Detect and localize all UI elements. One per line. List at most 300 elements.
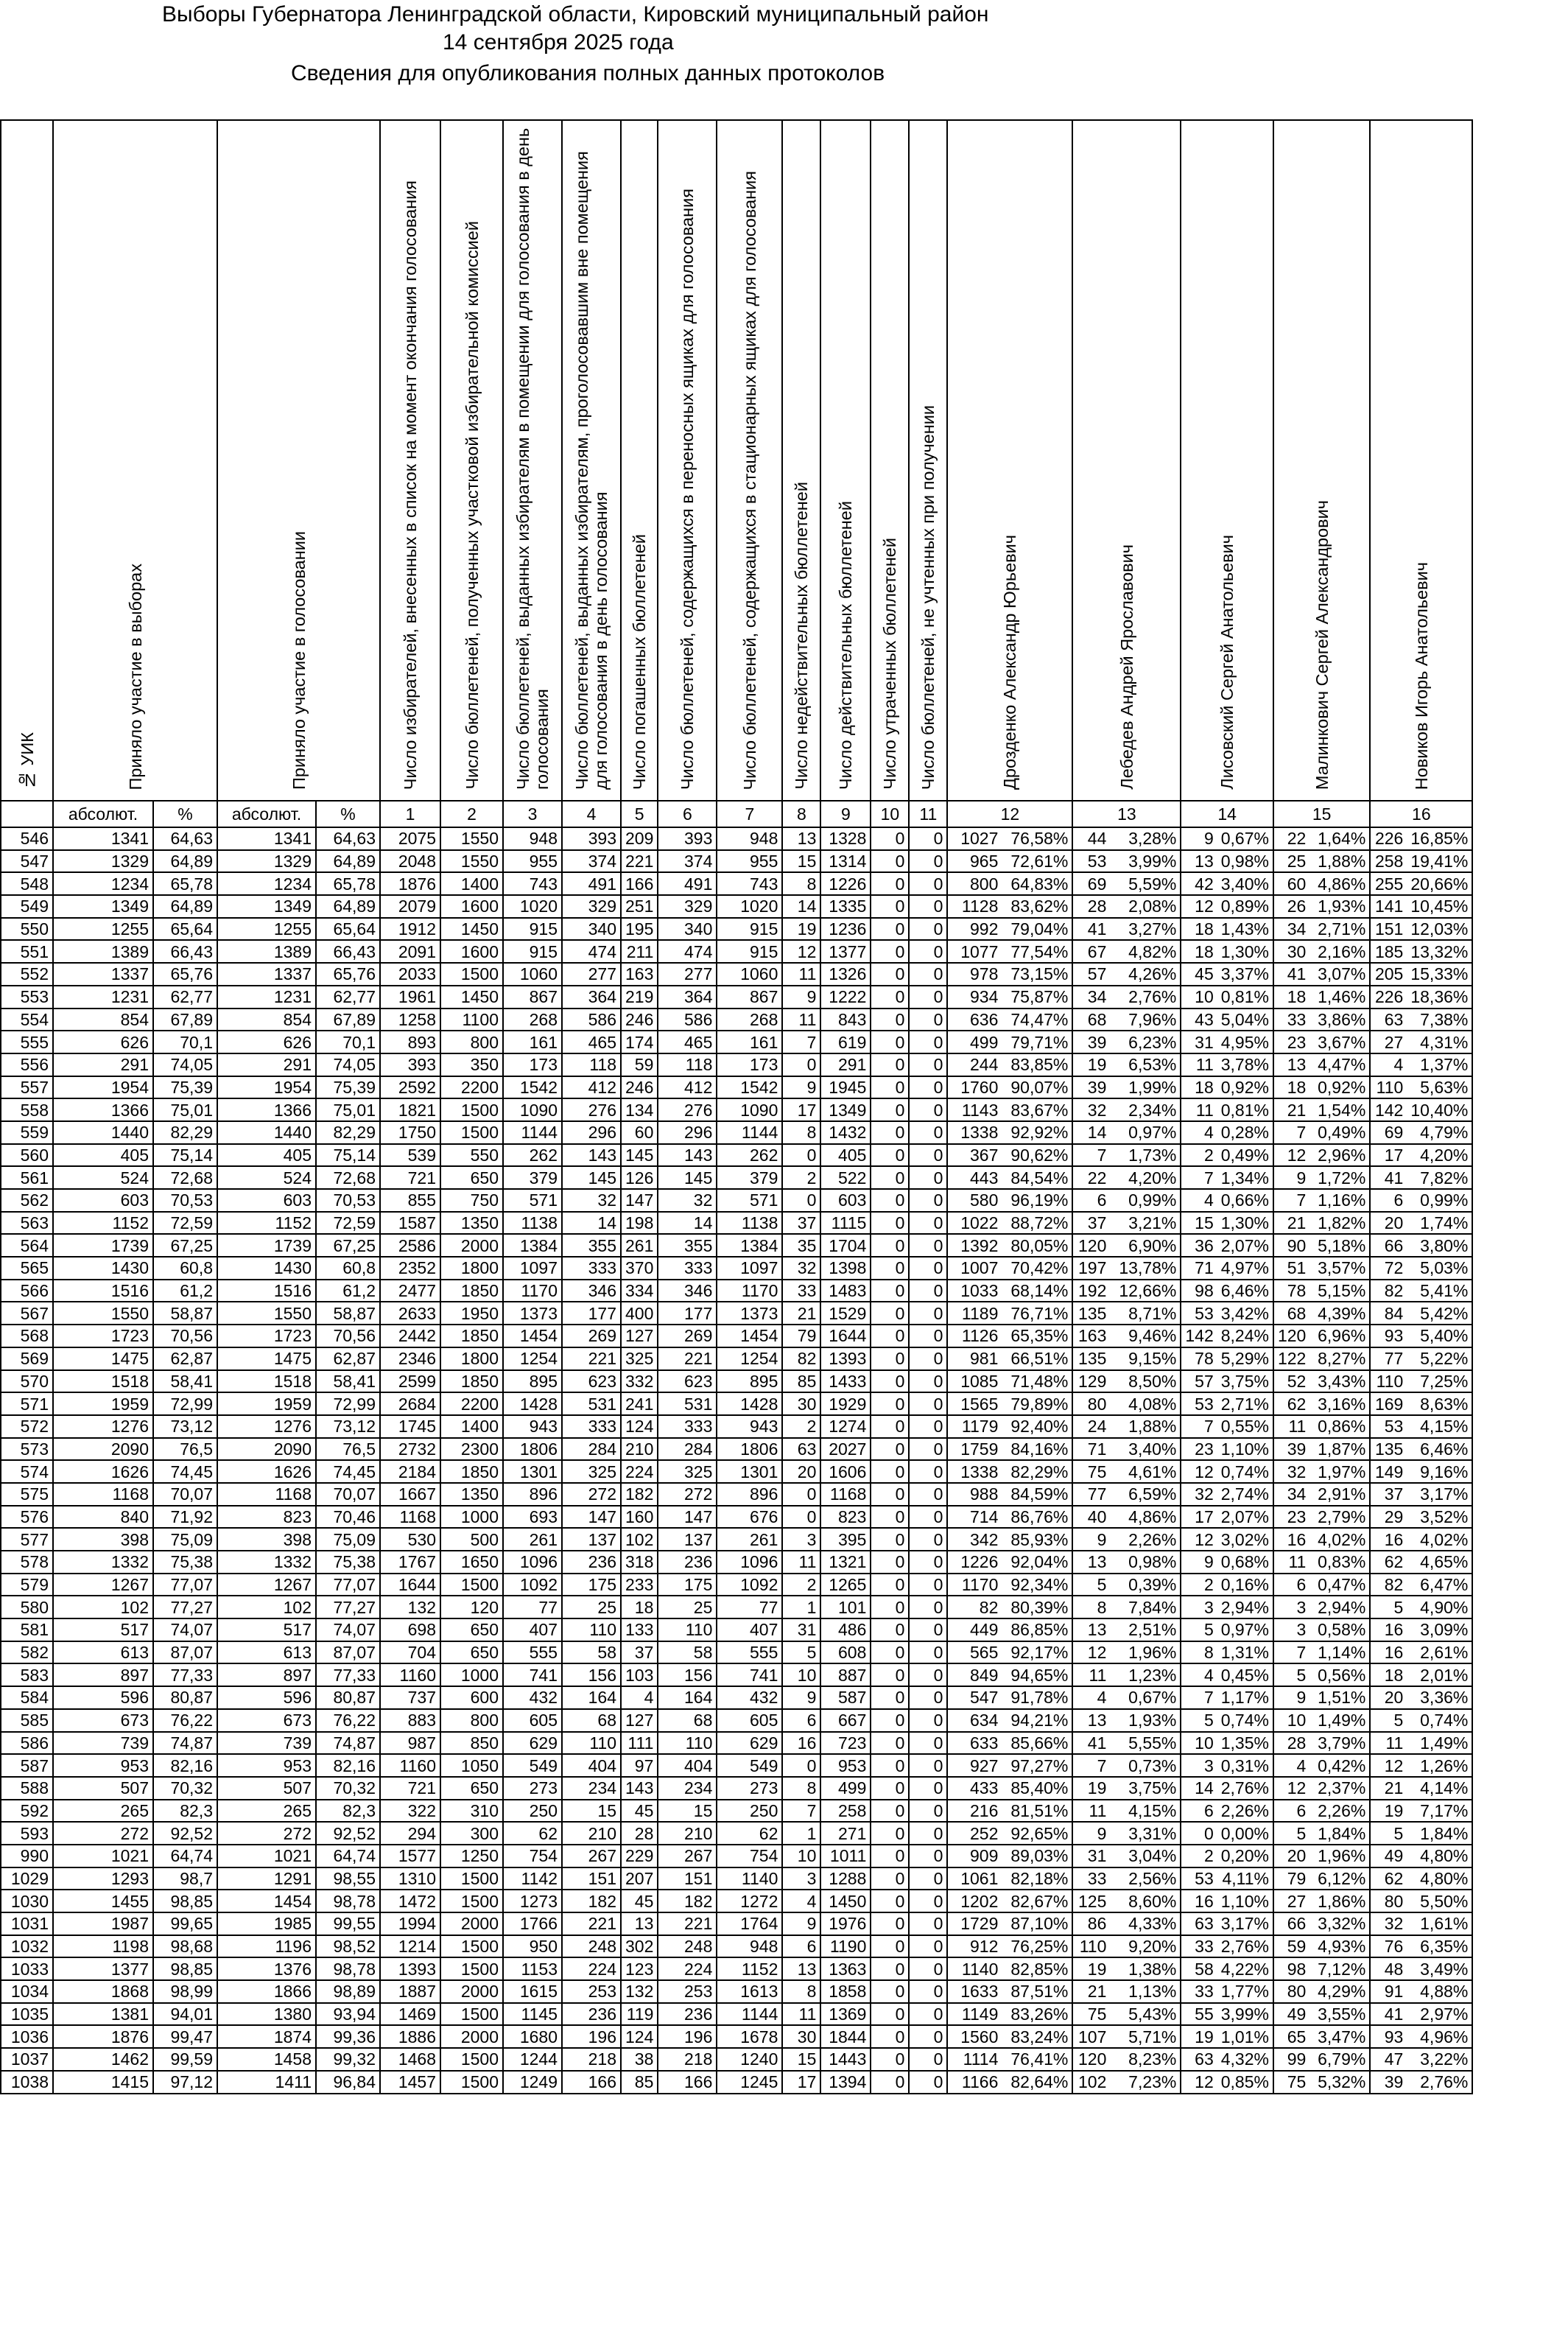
table-cell: 2,94% [1309, 1596, 1370, 1618]
table-cell: 70,53 [316, 1189, 380, 1212]
table-cell: 75,01 [153, 1098, 217, 1121]
table-cell: 120 [1072, 1234, 1110, 1257]
table-cell: 58,87 [316, 1302, 380, 1325]
table-cell: 161 [503, 1031, 562, 1053]
table-cell: 77,07 [316, 1574, 380, 1596]
table-cell: 1276 [217, 1415, 316, 1438]
table-cell: 82,29 [316, 1121, 380, 1144]
table-cell: 273 [717, 1777, 782, 1800]
table-cell: 78 [1181, 1347, 1217, 1370]
uik-number-cell: 552 [1, 963, 53, 986]
table-cell: 0 [909, 1483, 947, 1506]
table-row [1, 827, 1472, 850]
table-cell: 164 [658, 1686, 717, 1709]
table-cell: 600 [440, 1686, 503, 1709]
table-cell: 6 [1072, 1189, 1110, 1212]
table-cell: 58,41 [153, 1370, 217, 1393]
table-cell: 60 [1273, 872, 1309, 895]
table-cell: 250 [717, 1800, 782, 1823]
table-cell: 1090 [503, 1098, 562, 1121]
table-cell: 1644 [380, 1574, 440, 1596]
table-cell: 1400 [440, 1415, 503, 1438]
table-cell: 9 [1181, 827, 1217, 850]
table-cell: 5,63% [1407, 1076, 1472, 1099]
table-cell: 2000 [440, 2025, 503, 2048]
table-cell: 626 [217, 1031, 316, 1053]
table-cell: 5,42% [1407, 1302, 1472, 1325]
table-cell: 8,27% [1309, 1347, 1370, 1370]
table-cell: 1745 [380, 1415, 440, 1438]
uik-number-cell: 553 [1, 986, 53, 1009]
table-cell: 75 [1273, 2071, 1309, 2094]
table-cell: 3,21% [1110, 1212, 1181, 1235]
table-row [1, 2048, 1472, 2071]
table-cell: 0 [909, 1528, 947, 1551]
table-cell: 164 [562, 1686, 621, 1709]
table-cell: 72,59 [316, 1212, 380, 1235]
table-cell: 0 [909, 1957, 947, 1980]
table-cell: 120 [440, 1596, 503, 1618]
table-cell: 325 [621, 1347, 658, 1370]
table-cell: 4,32% [1217, 2048, 1273, 2071]
sub-num: 12 [947, 801, 1072, 827]
table-cell: 261 [503, 1528, 562, 1551]
table-cell: 96,84 [316, 2071, 380, 2094]
table-cell: 9 [1181, 1551, 1217, 1574]
table-cell: 268 [717, 1009, 782, 1031]
table-cell: 75,39 [153, 1076, 217, 1099]
table-cell: 272 [53, 1822, 153, 1845]
table-cell: 2,61% [1407, 1641, 1472, 1664]
table-cell: 0,74% [1217, 1460, 1273, 1483]
table-cell: 6 [1273, 1800, 1309, 1823]
table-row [1, 1912, 1472, 1935]
table-cell: 0 [871, 1777, 909, 1800]
table-cell: 1850 [440, 1370, 503, 1393]
table-row [1, 2025, 1472, 2048]
table-cell: 15,33% [1407, 963, 1472, 986]
table-cell: 74,05 [153, 1053, 217, 1076]
table-cell: 1500 [440, 1957, 503, 1980]
table-cell: 82,64% [1002, 2071, 1072, 2094]
table-cell: 13 [782, 1957, 820, 1980]
table-cell: 896 [503, 1483, 562, 1506]
table-cell: 6,59% [1110, 1483, 1181, 1506]
table-cell: 329 [658, 895, 717, 918]
table-cell: 850 [440, 1732, 503, 1755]
table-cell: 2090 [53, 1438, 153, 1461]
table-cell: 8,50% [1110, 1370, 1181, 1393]
table-cell: 737 [380, 1686, 440, 1709]
table-cell: 1500 [440, 2048, 503, 2071]
table-cell: 3,42% [1217, 1302, 1273, 1325]
sub-num: 13 [1072, 801, 1181, 827]
table-cell: 291 [820, 1053, 871, 1076]
table-cell: 507 [217, 1777, 316, 1800]
table-cell: 241 [621, 1392, 658, 1415]
table-cell: 98,55 [316, 1867, 380, 1890]
table-cell: 258 [1370, 850, 1407, 873]
table-cell: 93 [1370, 1325, 1407, 1347]
table-cell: 277 [562, 963, 621, 986]
table-cell: 4,86% [1309, 872, 1370, 895]
table-cell: 1202 [947, 1890, 1002, 1912]
table-cell: 64,89 [153, 850, 217, 873]
table-cell: 1,38% [1110, 1957, 1181, 1980]
table-cell: 205 [1370, 963, 1407, 986]
table-cell: 0 [871, 1754, 909, 1777]
table-cell: 854 [217, 1009, 316, 1031]
table-cell: 3,37% [1217, 963, 1273, 986]
table-cell: 9 [1273, 1166, 1309, 1189]
table-cell: 1542 [717, 1076, 782, 1099]
table-cell: 0 [871, 2025, 909, 2048]
table-cell: 1384 [503, 1234, 562, 1257]
table-cell: 75,09 [316, 1528, 380, 1551]
table-cell: 915 [717, 918, 782, 941]
table-cell: 1633 [947, 1980, 1002, 2003]
table-cell: 0 [909, 850, 947, 873]
table-cell: 9 [782, 1686, 820, 1709]
table-cell: 2732 [380, 1438, 440, 1461]
table-cell: 86,76% [1002, 1506, 1072, 1529]
table-row [1, 1957, 1472, 1980]
table-cell: 1291 [217, 1867, 316, 1890]
table-cell: 1142 [503, 1867, 562, 1890]
table-cell: 0 [909, 1709, 947, 1732]
table-cell: 166 [621, 872, 658, 895]
table-cell: 221 [658, 1912, 717, 1935]
table-cell: 44 [1072, 827, 1110, 850]
table-cell: 221 [562, 1912, 621, 1935]
table-cell: 15 [1181, 1212, 1217, 1235]
table-cell: 1518 [217, 1370, 316, 1393]
table-cell: 4,93% [1309, 1935, 1370, 1958]
table-cell: 252 [947, 1822, 1002, 1845]
table-cell: 1850 [440, 1325, 503, 1347]
table-row [1, 1031, 1472, 1053]
table-cell: 1293 [53, 1867, 153, 1890]
table-cell: 3,99% [1110, 850, 1181, 873]
uik-number-cell: 572 [1, 1415, 53, 1438]
uik-number-cell: 1036 [1, 2025, 53, 2048]
table-cell: 198 [621, 1212, 658, 1235]
table-cell: 1,14% [1309, 1641, 1370, 1664]
sub-num: 16 [1370, 801, 1472, 827]
table-cell: 988 [947, 1483, 1002, 1506]
table-cell: 1398 [820, 1257, 871, 1280]
table-cell: 2 [782, 1166, 820, 1189]
table-cell: 1767 [380, 1551, 440, 1574]
uik-number-cell: 562 [1, 1189, 53, 1212]
table-cell: 145 [658, 1166, 717, 1189]
table-cell: 1954 [53, 1076, 153, 1099]
table-cell: 102 [53, 1596, 153, 1618]
table-cell: 1338 [947, 1121, 1002, 1144]
table-cell: 82,29% [1002, 1460, 1072, 1483]
table-row [1, 1845, 1472, 1867]
table-cell: 7 [782, 1031, 820, 1053]
table-cell: 76,5 [316, 1438, 380, 1461]
table-cell: 221 [621, 850, 658, 873]
table-cell: 236 [658, 1551, 717, 1574]
table-cell: 244 [947, 1053, 1002, 1076]
table-cell: 0 [909, 1121, 947, 1144]
table-cell: 0 [871, 1347, 909, 1370]
table-cell: 5 [1072, 1574, 1110, 1596]
table-cell: 1739 [53, 1234, 153, 1257]
table-cell: 1475 [217, 1347, 316, 1370]
table-cell: 11 [1181, 1098, 1217, 1121]
table-cell: 3,78% [1217, 1053, 1273, 1076]
table-cell: 364 [658, 986, 717, 1009]
table-cell: 13,78% [1110, 1257, 1181, 1280]
table-cell: 53 [1370, 1415, 1407, 1438]
table-cell: 1096 [503, 1551, 562, 1574]
table-cell: 77,07 [153, 1574, 217, 1596]
table-cell: 1245 [717, 2071, 782, 2094]
table-cell: 20 [1370, 1686, 1407, 1709]
table-cell: 53 [1072, 850, 1110, 873]
table-cell: 80 [1370, 1890, 1407, 1912]
table-cell: 1,84% [1407, 1822, 1472, 1845]
table-cell: 0 [871, 2003, 909, 2026]
table-cell: 13 [621, 1912, 658, 1935]
table-cell: 499 [947, 1031, 1002, 1053]
table-cell: 1411 [217, 2071, 316, 2094]
table-cell: 1950 [440, 1302, 503, 1325]
table-cell: 823 [217, 1506, 316, 1529]
table-row [1, 1166, 1472, 1189]
table-cell: 3,22% [1407, 2048, 1472, 2071]
table-cell: 31 [1072, 1845, 1110, 1867]
table-cell: 21 [1370, 1777, 1407, 1800]
table-cell: 1350 [440, 1212, 503, 1235]
table-cell: 474 [562, 940, 621, 963]
uik-number-cell: 558 [1, 1098, 53, 1121]
table-cell: 743 [503, 872, 562, 895]
table-cell: 79,89% [1002, 1392, 1072, 1415]
table-cell: 65,78 [316, 872, 380, 895]
table-cell: 4,20% [1407, 1144, 1472, 1167]
table-cell: 47 [1370, 2048, 1407, 2071]
table-cell: 98,89 [316, 1980, 380, 2003]
table-cell: 110 [1370, 1076, 1407, 1099]
table-cell: 12 [1181, 2071, 1217, 2094]
table-cell: 18 [1370, 1663, 1407, 1686]
table-cell: 84,16% [1002, 1438, 1072, 1461]
table-cell: 3,57% [1309, 1257, 1370, 1280]
table-cell: 2000 [440, 1912, 503, 1935]
table-cell: 284 [562, 1438, 621, 1461]
table-cell: 4,79% [1407, 1121, 1472, 1144]
table-cell: 3,32% [1309, 1912, 1370, 1935]
table-cell: 398 [217, 1528, 316, 1551]
table-cell: 1858 [820, 1980, 871, 2003]
table-cell: 7 [1072, 1144, 1110, 1167]
table-cell: 1764 [717, 1912, 782, 1935]
table-cell: 10,40% [1407, 1098, 1472, 1121]
table-cell: 4,15% [1407, 1415, 1472, 1438]
table-cell: 1389 [217, 940, 316, 963]
table-cell: 1876 [380, 872, 440, 895]
table-cell: 1868 [53, 1980, 153, 2003]
table-cell: 3 [1181, 1596, 1217, 1618]
table-cell: 142 [1370, 1098, 1407, 1121]
table-cell: 0 [871, 827, 909, 850]
table-cell: 1,86% [1309, 1890, 1370, 1912]
table-cell: 741 [503, 1663, 562, 1686]
uik-number-cell: 557 [1, 1076, 53, 1099]
table-cell: 0 [782, 1189, 820, 1212]
table-cell: 1723 [53, 1325, 153, 1347]
table-cell: 37 [782, 1212, 820, 1235]
table-cell: 123 [621, 1957, 658, 1980]
table-cell: 2 [1181, 1574, 1217, 1596]
table-cell: 1912 [380, 918, 440, 941]
table-cell: 92,17% [1002, 1641, 1072, 1664]
table-cell: 1152 [53, 1212, 153, 1235]
table-cell: 1020 [717, 895, 782, 918]
table-cell: 110 [562, 1732, 621, 1755]
table-cell: 83,85% [1002, 1053, 1072, 1076]
table-cell: 192 [1072, 1280, 1110, 1302]
col2-header: Число бюллетеней, полученных участковой избирательной комиссией [440, 120, 503, 801]
table-cell: 1349 [217, 895, 316, 918]
table-cell: 524 [53, 1166, 153, 1189]
table-cell: 284 [658, 1438, 717, 1461]
table-cell: 132 [380, 1596, 440, 1618]
table-cell: 398 [53, 1528, 153, 1551]
uik-number-cell: 567 [1, 1302, 53, 1325]
table-row [1, 1980, 1472, 2003]
table-cell: 0,56% [1309, 1663, 1370, 1686]
table-cell: 855 [380, 1189, 440, 1212]
table-cell: 93 [1370, 2025, 1407, 2048]
table-cell: 10,45% [1407, 895, 1472, 918]
table-cell: 895 [717, 1370, 782, 1393]
table-row [1, 1867, 1472, 1890]
table-row [1, 1098, 1472, 1121]
table-cell: 1,10% [1217, 1438, 1273, 1461]
table-row [1, 1257, 1472, 1280]
table-cell: 77,33 [153, 1663, 217, 1686]
table-cell: 915 [717, 940, 782, 963]
table-cell: 69 [1370, 1121, 1407, 1144]
table-cell: 1500 [440, 1098, 503, 1121]
table-cell: 76,22 [153, 1709, 217, 1732]
table-cell: 1168 [820, 1483, 871, 1506]
table-cell: 2477 [380, 1280, 440, 1302]
table-cell: 636 [947, 1009, 1002, 1031]
table-cell: 1349 [820, 1098, 871, 1121]
table-cell: 1850 [440, 1280, 503, 1302]
table-cell: 62 [1370, 1551, 1407, 1574]
table-cell: 953 [53, 1754, 153, 1777]
table-cell: 70,07 [153, 1483, 217, 1506]
table-cell: 6,46% [1217, 1280, 1273, 1302]
table-cell: 634 [947, 1709, 1002, 1732]
table-cell: 70,42% [1002, 1257, 1072, 1280]
table-cell: 1450 [440, 918, 503, 941]
table-cell: 246 [621, 1076, 658, 1099]
table-cell: 66,43 [316, 940, 380, 963]
table-cell: 1606 [820, 1460, 871, 1483]
table-cell: 0 [909, 940, 947, 963]
table-cell: 90 [1273, 1234, 1309, 1257]
table-cell: 393 [562, 827, 621, 850]
table-cell: 1,10% [1217, 1890, 1273, 1912]
table-cell: 912 [947, 1935, 1002, 1958]
table-cell: 1231 [53, 986, 153, 1009]
table-cell: 1,01% [1217, 2025, 1273, 2048]
table-cell: 1254 [717, 1347, 782, 1370]
table-cell: 65,76 [316, 963, 380, 986]
table-cell: 107 [1072, 2025, 1110, 2048]
table-cell: 97,27% [1002, 1754, 1072, 1777]
table-cell: 17 [1181, 1506, 1217, 1529]
table-cell: 80,87 [153, 1686, 217, 1709]
col1-header: Число избирателей, внесенных в список на момент окончания голосования [380, 120, 440, 801]
table-cell: 1,61% [1407, 1912, 1472, 1935]
table-cell: 1267 [53, 1574, 153, 1596]
table-cell: 59 [621, 1053, 658, 1076]
table-cell: 0 [871, 1053, 909, 1076]
table-cell: 72,61% [1002, 850, 1072, 873]
table-cell: 74,07 [153, 1618, 217, 1641]
sub-num: 6 [658, 801, 717, 827]
table-cell: 3 [782, 1867, 820, 1890]
table-cell: 1152 [217, 1212, 316, 1235]
table-cell: 0,55% [1217, 1415, 1273, 1438]
table-cell: 867 [717, 986, 782, 1009]
table-cell: 82,3 [316, 1800, 380, 1823]
table-cell: 1704 [820, 1234, 871, 1257]
took-part-elections-header: Приняло участие в выборах [53, 120, 217, 801]
uik-number-cell: 554 [1, 1009, 53, 1031]
table-cell: 76,25% [1002, 1935, 1072, 1958]
table-cell: 92,52 [153, 1822, 217, 1845]
table-cell: 48 [1370, 1957, 1407, 1980]
table-cell: 3,27% [1110, 918, 1181, 941]
table-cell: 1450 [440, 986, 503, 1009]
table-cell: 1,87% [1309, 1438, 1370, 1461]
sub-num: 3 [503, 801, 562, 827]
table-cell: 98,85 [153, 1957, 217, 1980]
table-cell: 147 [621, 1189, 658, 1212]
table-cell: 1500 [440, 1574, 503, 1596]
table-cell: 4,08% [1110, 1392, 1181, 1415]
table-cell: 955 [717, 850, 782, 873]
table-cell: 3 [1273, 1618, 1309, 1641]
table-cell: 1115 [820, 1212, 871, 1235]
table-cell: 400 [621, 1302, 658, 1325]
table-cell: 12 [1273, 1144, 1309, 1167]
table-cell: 1274 [820, 1415, 871, 1438]
table-cell: 291 [217, 1053, 316, 1076]
table-cell: 84 [1370, 1302, 1407, 1325]
table-cell: 1,64% [1309, 827, 1370, 850]
table-cell: 0,39% [1110, 1574, 1181, 1596]
table-cell: 62,87 [153, 1347, 217, 1370]
table-cell: 71 [1181, 1257, 1217, 1280]
table-cell: 0 [909, 1076, 947, 1099]
table-cell: 650 [440, 1777, 503, 1800]
table-cell: 99 [1273, 2048, 1309, 2071]
sub-num: 10 [871, 801, 909, 827]
table-cell: 60 [621, 1121, 658, 1144]
table-cell: 175 [658, 1574, 717, 1596]
